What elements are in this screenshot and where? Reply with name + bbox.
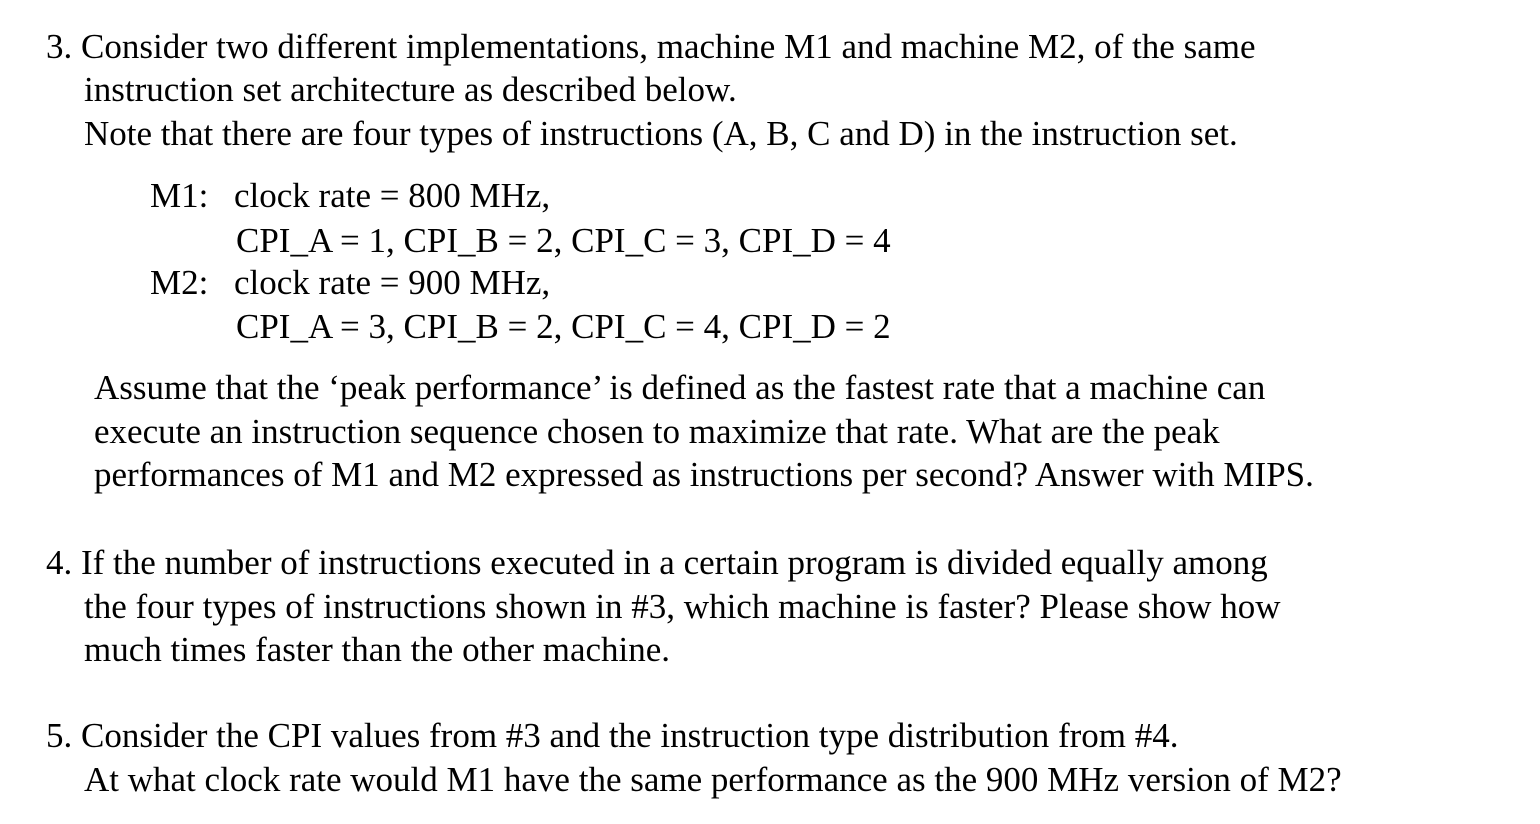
m2-clock-rate: clock rate = 900 MHz, [234,263,551,302]
m2-cpi-values: CPI_A = 3, CPI_B = 2, CPI_C = 4, CPI_D = 2 [236,307,891,346]
problem-3-line-1: 3. Consider two different implementations, machine M1 and machine M2, of the same [46,27,1256,66]
problem-4-line-3: much times faster than the other machine. [84,630,671,669]
problem-4-line-2: the four types of instructions shown in #3, which machine is faster? Please show how [84,587,1281,626]
m1-cpi-values: CPI_A = 1, CPI_B = 2, CPI_C = 3, CPI_D = 4 [236,221,891,260]
problem-5-line-1: 5. Consider the CPI values from #3 and the instruction type distribution from #4. [46,716,1179,755]
problem-4-line-1: 4. If the number of instructions executed in a certain program is divided equally among [46,543,1268,582]
problem-3-assume-line-3: performances of M1 and M2 expressed as instructions per second? Answer with MIPS. [94,455,1314,494]
problem-3-line-2: instruction set architecture as described below. [84,70,737,109]
problem-3-assume-line-1: Assume that the ‘peak performance’ is defined as the fastest rate that a machine can [94,368,1266,407]
m1-clock-rate: clock rate = 800 MHz, [234,176,551,215]
problem-3-line-3: Note that there are four types of instructions (A, B, C and D) in the instruction set. [84,114,1238,153]
problem-5-line-2: At what clock rate would M1 have the same performance as the 900 MHz version of M2? [84,760,1342,799]
m2-label: M2: [150,263,209,302]
problem-3-assume-line-2: execute an instruction sequence chosen to maximize that rate. What are the peak [94,412,1220,451]
m1-label: M1: [150,176,209,215]
